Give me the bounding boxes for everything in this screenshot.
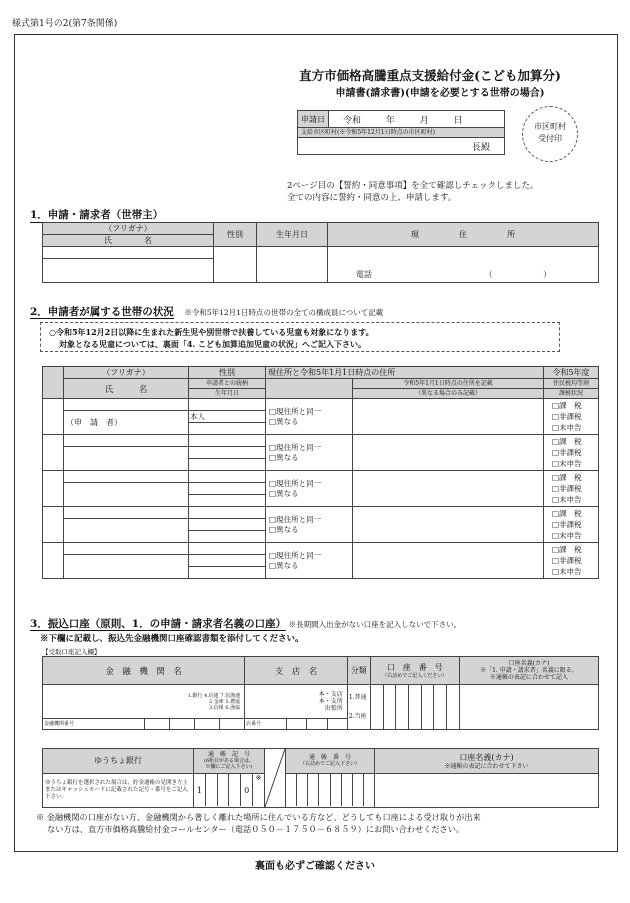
hh-address-current-header <box>266 379 353 399</box>
hh-row-index <box>43 507 64 543</box>
era: 令和 <box>343 115 362 126</box>
bank-code-label: 金融機関番号 <box>43 719 145 730</box>
yucho-note: ゆうちょ銀行を選択された場合は、貯金通帳の見開き左上またはキャッシュカードに記載された記号・番号をご記入下さい。 <box>43 773 194 807</box>
hh-name-field[interactable] <box>64 447 189 471</box>
hh-birth-field[interactable] <box>189 459 266 471</box>
hh-row <box>43 471 599 483</box>
branch-type-2: 本・支所 <box>318 698 343 705</box>
app-date-field[interactable] <box>329 111 505 128</box>
addr-diff-checkbox[interactable]: □異なる <box>269 524 299 534</box>
hh-furigana-header: （フリガナ） <box>64 367 189 379</box>
s1-address-header: 現 住 所 <box>328 223 599 247</box>
app-date-label: 申請日 <box>298 111 329 128</box>
section3-instruction: ※下欄に記載し、振込先金融機関口座確認書類を添付してください。 <box>40 634 304 644</box>
hh-address-field[interactable] <box>353 399 544 435</box>
branch-code-label: 店番号 <box>245 719 287 730</box>
hh-address-check <box>266 435 353 471</box>
tax-unfiled-checkbox[interactable]: □未申告 <box>552 531 582 540</box>
hh-relation-field[interactable] <box>189 555 266 567</box>
hh-furigana-field[interactable] <box>64 543 189 555</box>
account-box-label: 【受取口座記入欄】 <box>42 648 101 656</box>
branch-code-field[interactable] <box>287 719 348 730</box>
account-number-header <box>370 657 459 685</box>
yucho-table <box>42 748 599 808</box>
section3-title: 3．振込口座（原則、1．の申請・請求者名義の口座） <box>30 618 287 630</box>
addr-same-checkbox[interactable]: □現住所と同一 <box>269 406 322 416</box>
tax-taxed-checkbox[interactable]: □課 税 <box>552 401 582 410</box>
hh-tax-header1: 令和5年度 <box>544 367 599 379</box>
section1-table <box>42 222 599 283</box>
section1-title: 1．申請・請求者（世帯主） <box>30 209 164 221</box>
month-unit: 月 <box>419 115 429 126</box>
hh-relation-field[interactable] <box>189 411 266 423</box>
hh-furigana-field[interactable] <box>64 471 189 483</box>
branch-name-header: 支 店 名 <box>245 657 348 685</box>
branch-type-3: 出張所 <box>324 705 343 712</box>
footer-note-line1: ※ 金融機関の口座がない方、金融機関から著しく離れた場所に住んでいる方など、どうしても口座による受け取りが出来 <box>36 812 481 822</box>
hh-furigana-field[interactable] <box>64 399 189 411</box>
addr-same-checkbox[interactable]: □現住所と同一 <box>269 442 322 452</box>
hh-name-field[interactable] <box>64 411 189 435</box>
category-type-1: 1.普通 <box>348 694 367 701</box>
municipality-field[interactable] <box>298 138 505 155</box>
hh-row <box>43 543 599 555</box>
tax-exempt-checkbox[interactable]: □非課税 <box>552 448 582 457</box>
yucho-holder-field[interactable] <box>375 773 599 807</box>
holder-label: 口座名義(カナ) <box>508 660 550 667</box>
s1-gender-header: 性別 <box>214 223 257 247</box>
s1-address-field[interactable] <box>328 247 599 283</box>
holder-note1: ※「1. 申請・請求者」名義に限る。 <box>480 667 578 674</box>
form-number: 様式第1号の2(第7条関係) <box>12 19 118 29</box>
hh-gender-field[interactable] <box>189 471 266 483</box>
section2-heading <box>30 304 383 319</box>
bank-name-header: 金 融 機 関 名 <box>43 657 245 685</box>
addr-same-checkbox[interactable]: □現住所と同一 <box>269 514 322 524</box>
footer-note-line2: ない方は、直方市価格高騰給付金コールセンター（電話０５０－１７５０－６８５９）にお問い合わせください。 <box>47 824 465 834</box>
hh-address-field[interactable] <box>353 543 544 579</box>
category-field[interactable] <box>347 685 370 730</box>
hh-tax-check <box>544 507 599 543</box>
holder-header <box>459 657 598 685</box>
hh-tax-check <box>544 399 599 435</box>
hh-tax-check <box>544 543 599 579</box>
passbook-symbol-header <box>194 749 265 774</box>
bank-type-2: 2.金庫 5.農協 <box>209 698 241 705</box>
addr-same-checkbox[interactable]: □現住所と同一 <box>269 478 322 488</box>
hh-address-header: 現住所と令和5年1月1日時点の住所 <box>266 367 544 379</box>
addr-diff-checkbox[interactable]: □異なる <box>269 416 299 426</box>
footer-note <box>36 811 611 835</box>
hh-relation-field[interactable] <box>189 519 266 531</box>
day-unit: 日 <box>453 115 463 126</box>
stamp-line2: 受付印 <box>538 134 562 143</box>
branch-name-field[interactable] <box>245 685 348 719</box>
hh-address-sub1: 令和5年1月1日時点の住所を記載 <box>353 379 544 389</box>
tax-taxed-checkbox[interactable]: □課 税 <box>552 473 582 482</box>
yucho-holder-label: 口座名義(カナ) <box>459 752 514 762</box>
tax-unfiled-checkbox[interactable]: □未申告 <box>552 495 582 504</box>
hh-gender-field[interactable] <box>189 435 266 447</box>
s1-birth-field[interactable] <box>257 247 328 283</box>
symbol-asterisk: ※ <box>255 774 262 783</box>
symbol-digit-first: 1 <box>194 774 206 806</box>
hh-address-field[interactable] <box>353 507 544 543</box>
phone-label: 電話 <box>356 270 372 279</box>
form-title: 直方市価格高騰重点支援給付金(こども加算分) <box>299 68 561 83</box>
section3-note: ※長期間入出金がない口座を記入しないで下さい。 <box>288 620 462 629</box>
hh-row <box>43 507 599 519</box>
section3-heading <box>30 616 461 631</box>
stamp-line1: 市区町村 <box>534 122 566 131</box>
account-number-label: 口 座 番 号 <box>386 663 443 672</box>
hh-furigana-field[interactable] <box>64 507 189 519</box>
confirm-line2: 全ての内容に誓約・同意の上、申請します。 <box>287 193 457 203</box>
bank-type-3: 3.信組 6.漁協 <box>209 704 241 711</box>
addr-diff-checkbox[interactable]: □異なる <box>269 488 299 498</box>
yucho-header: ゆうちょ銀行 <box>43 749 194 774</box>
info-line2: 対象となる児童については、裏面「4. こども加算追加児童の状況」へご記入下さい。 <box>59 339 366 349</box>
hh-address-check <box>266 399 353 435</box>
bank-type-1: 1.銀行 4.信連 7.信漁連 <box>187 692 241 699</box>
s1-name-header: 氏 名 <box>43 235 214 247</box>
passbook-symbol-note1: (6桁目がある場合は、 <box>203 758 255 765</box>
municipality-label: 支給市区町村(※令和5年12月1日時点の市区町村) <box>298 128 505 138</box>
diagonal-line <box>265 749 285 807</box>
hh-tax-header3: 課税状況 <box>544 389 599 399</box>
hh-name-header: 氏 名 <box>64 379 189 399</box>
household-table <box>42 366 599 579</box>
hh-birth-field[interactable] <box>189 567 266 579</box>
back-notice: 裏面も必ずご確認ください <box>255 861 375 872</box>
hh-furigana-field[interactable] <box>64 435 189 447</box>
hh-address-check <box>266 507 353 543</box>
bank-code-field[interactable] <box>145 719 245 730</box>
section2-title: 2．申請者が属する世帯の状況 <box>30 306 174 318</box>
hh-row-index <box>43 471 64 507</box>
s1-furigana-header: （フリガナ） <box>43 223 214 235</box>
s1-name-field[interactable] <box>43 259 214 283</box>
hh-corner <box>43 367 64 399</box>
passbook-symbol-label: 通 帳 記 号 <box>207 751 250 759</box>
hh-address-check <box>266 471 353 507</box>
addr-same-checkbox[interactable]: □現住所と同一 <box>269 550 322 560</box>
form-subtitle: 申請書(請求書)(申請を必要とする世帯の場合) <box>335 88 545 99</box>
application-date-box <box>297 110 505 155</box>
tax-exempt-checkbox[interactable]: □非課税 <box>552 520 582 529</box>
tax-exempt-checkbox[interactable]: □非課税 <box>552 412 582 421</box>
mayor-suffix: 長殿 <box>471 142 490 153</box>
hh-relation-header: 申請者との続柄 <box>189 379 266 389</box>
yucho-holder-note: ※通帳の表記に合わせて下さい <box>444 762 529 770</box>
tax-exempt-checkbox[interactable]: □非課税 <box>552 484 582 493</box>
passbook-number-label: 通 帳 番 号 <box>308 754 351 762</box>
hh-tax-check <box>544 435 599 471</box>
category-type-2: 2.当座 <box>348 713 367 720</box>
passbook-number-header <box>286 749 375 774</box>
hh-birth-field[interactable] <box>189 423 266 435</box>
hh-address-sub2: （異なる場合のみ記載） <box>353 389 544 399</box>
hh-gender-field[interactable] <box>189 543 266 555</box>
hh-birth-header: 生年月日 <box>189 389 266 399</box>
yucho-diagonal <box>265 749 286 808</box>
addr-diff-checkbox[interactable]: □異なる <box>269 452 299 462</box>
hh-birth-field[interactable] <box>189 495 266 507</box>
hh-address-check <box>266 543 353 579</box>
holder-field[interactable] <box>459 685 598 730</box>
hh-birth-field[interactable] <box>189 531 266 543</box>
hh-gender-field[interactable] <box>189 507 266 519</box>
hh-row-index <box>43 435 64 471</box>
hh-address-field[interactable] <box>353 435 544 471</box>
bank-account-table <box>42 656 599 730</box>
confirm-line1: 2ページ目の【誓約・同意事項】を全て確認しチェックしました。 <box>287 181 539 191</box>
applicant-label: （申 請 者） <box>66 418 122 427</box>
s1-birth-header: 生年月日 <box>257 223 328 247</box>
section2-note: ※令和5年12月1日時点の世帯の全ての構成員について記載 <box>184 308 384 317</box>
info-line1: ○令和5年12月2日以降に生まれた新生児や別世帯で扶養している児童も対象になります。 <box>49 327 374 337</box>
hh-row-index <box>43 543 64 579</box>
s1-gender-field[interactable] <box>214 247 257 283</box>
tax-unfiled-checkbox[interactable]: □未申告 <box>552 459 582 468</box>
account-number-field[interactable] <box>370 685 459 730</box>
addr-diff-checkbox[interactable]: □異なる <box>269 560 299 570</box>
hh-row <box>43 435 599 447</box>
hh-address-field[interactable] <box>353 471 544 507</box>
s1-furigana-field[interactable] <box>43 247 214 259</box>
self-label: 本人 <box>190 412 205 421</box>
passbook-symbol-field[interactable] <box>194 773 265 807</box>
tax-unfiled-checkbox[interactable]: □未申告 <box>552 567 582 576</box>
hh-name-field[interactable] <box>64 555 189 579</box>
tax-taxed-checkbox[interactable]: □課 税 <box>552 545 582 554</box>
passbook-symbol-note2: ※欄にご記入下さい) <box>205 764 253 771</box>
hh-row-index <box>43 399 64 435</box>
phone-paren-close: ） <box>543 270 552 279</box>
tax-unfiled-checkbox[interactable]: □未申告 <box>552 423 582 432</box>
account-number-note: （右詰めでご記入ください） <box>382 673 448 679</box>
symbol-digit-last: 0 <box>241 774 253 806</box>
tax-exempt-checkbox[interactable]: □非課税 <box>552 556 582 565</box>
hh-tax-header2: 住民税均等割 <box>544 379 599 389</box>
holder-note2: ※通帳の表記に合わせて記入 <box>489 674 568 681</box>
phone-paren-open: （ <box>484 270 493 279</box>
year-unit: 年 <box>385 115 395 126</box>
hh-relation-field[interactable] <box>189 447 266 459</box>
section2-info-box <box>40 322 560 352</box>
passbook-number-field[interactable] <box>286 773 375 807</box>
bank-name-field[interactable] <box>43 685 245 719</box>
reception-stamp <box>522 106 578 162</box>
yucho-holder-header <box>375 749 599 774</box>
branch-type-1: 本・支店 <box>318 691 343 698</box>
passbook-number-note: （右詰めでご記入下さい） <box>299 761 360 768</box>
hh-row <box>43 399 599 411</box>
tax-taxed-checkbox[interactable]: □課 税 <box>552 437 582 446</box>
hh-name-field[interactable] <box>64 483 189 507</box>
category-header: 分類 <box>347 657 370 685</box>
hh-gender-header: 性別 <box>189 367 266 379</box>
confirmation-text <box>287 180 539 204</box>
hh-name-field[interactable] <box>64 519 189 543</box>
hh-relation-field[interactable] <box>189 483 266 495</box>
hh-tax-check <box>544 471 599 507</box>
hh-gender-field[interactable] <box>189 399 266 411</box>
tax-taxed-checkbox[interactable]: □課 税 <box>552 509 582 518</box>
